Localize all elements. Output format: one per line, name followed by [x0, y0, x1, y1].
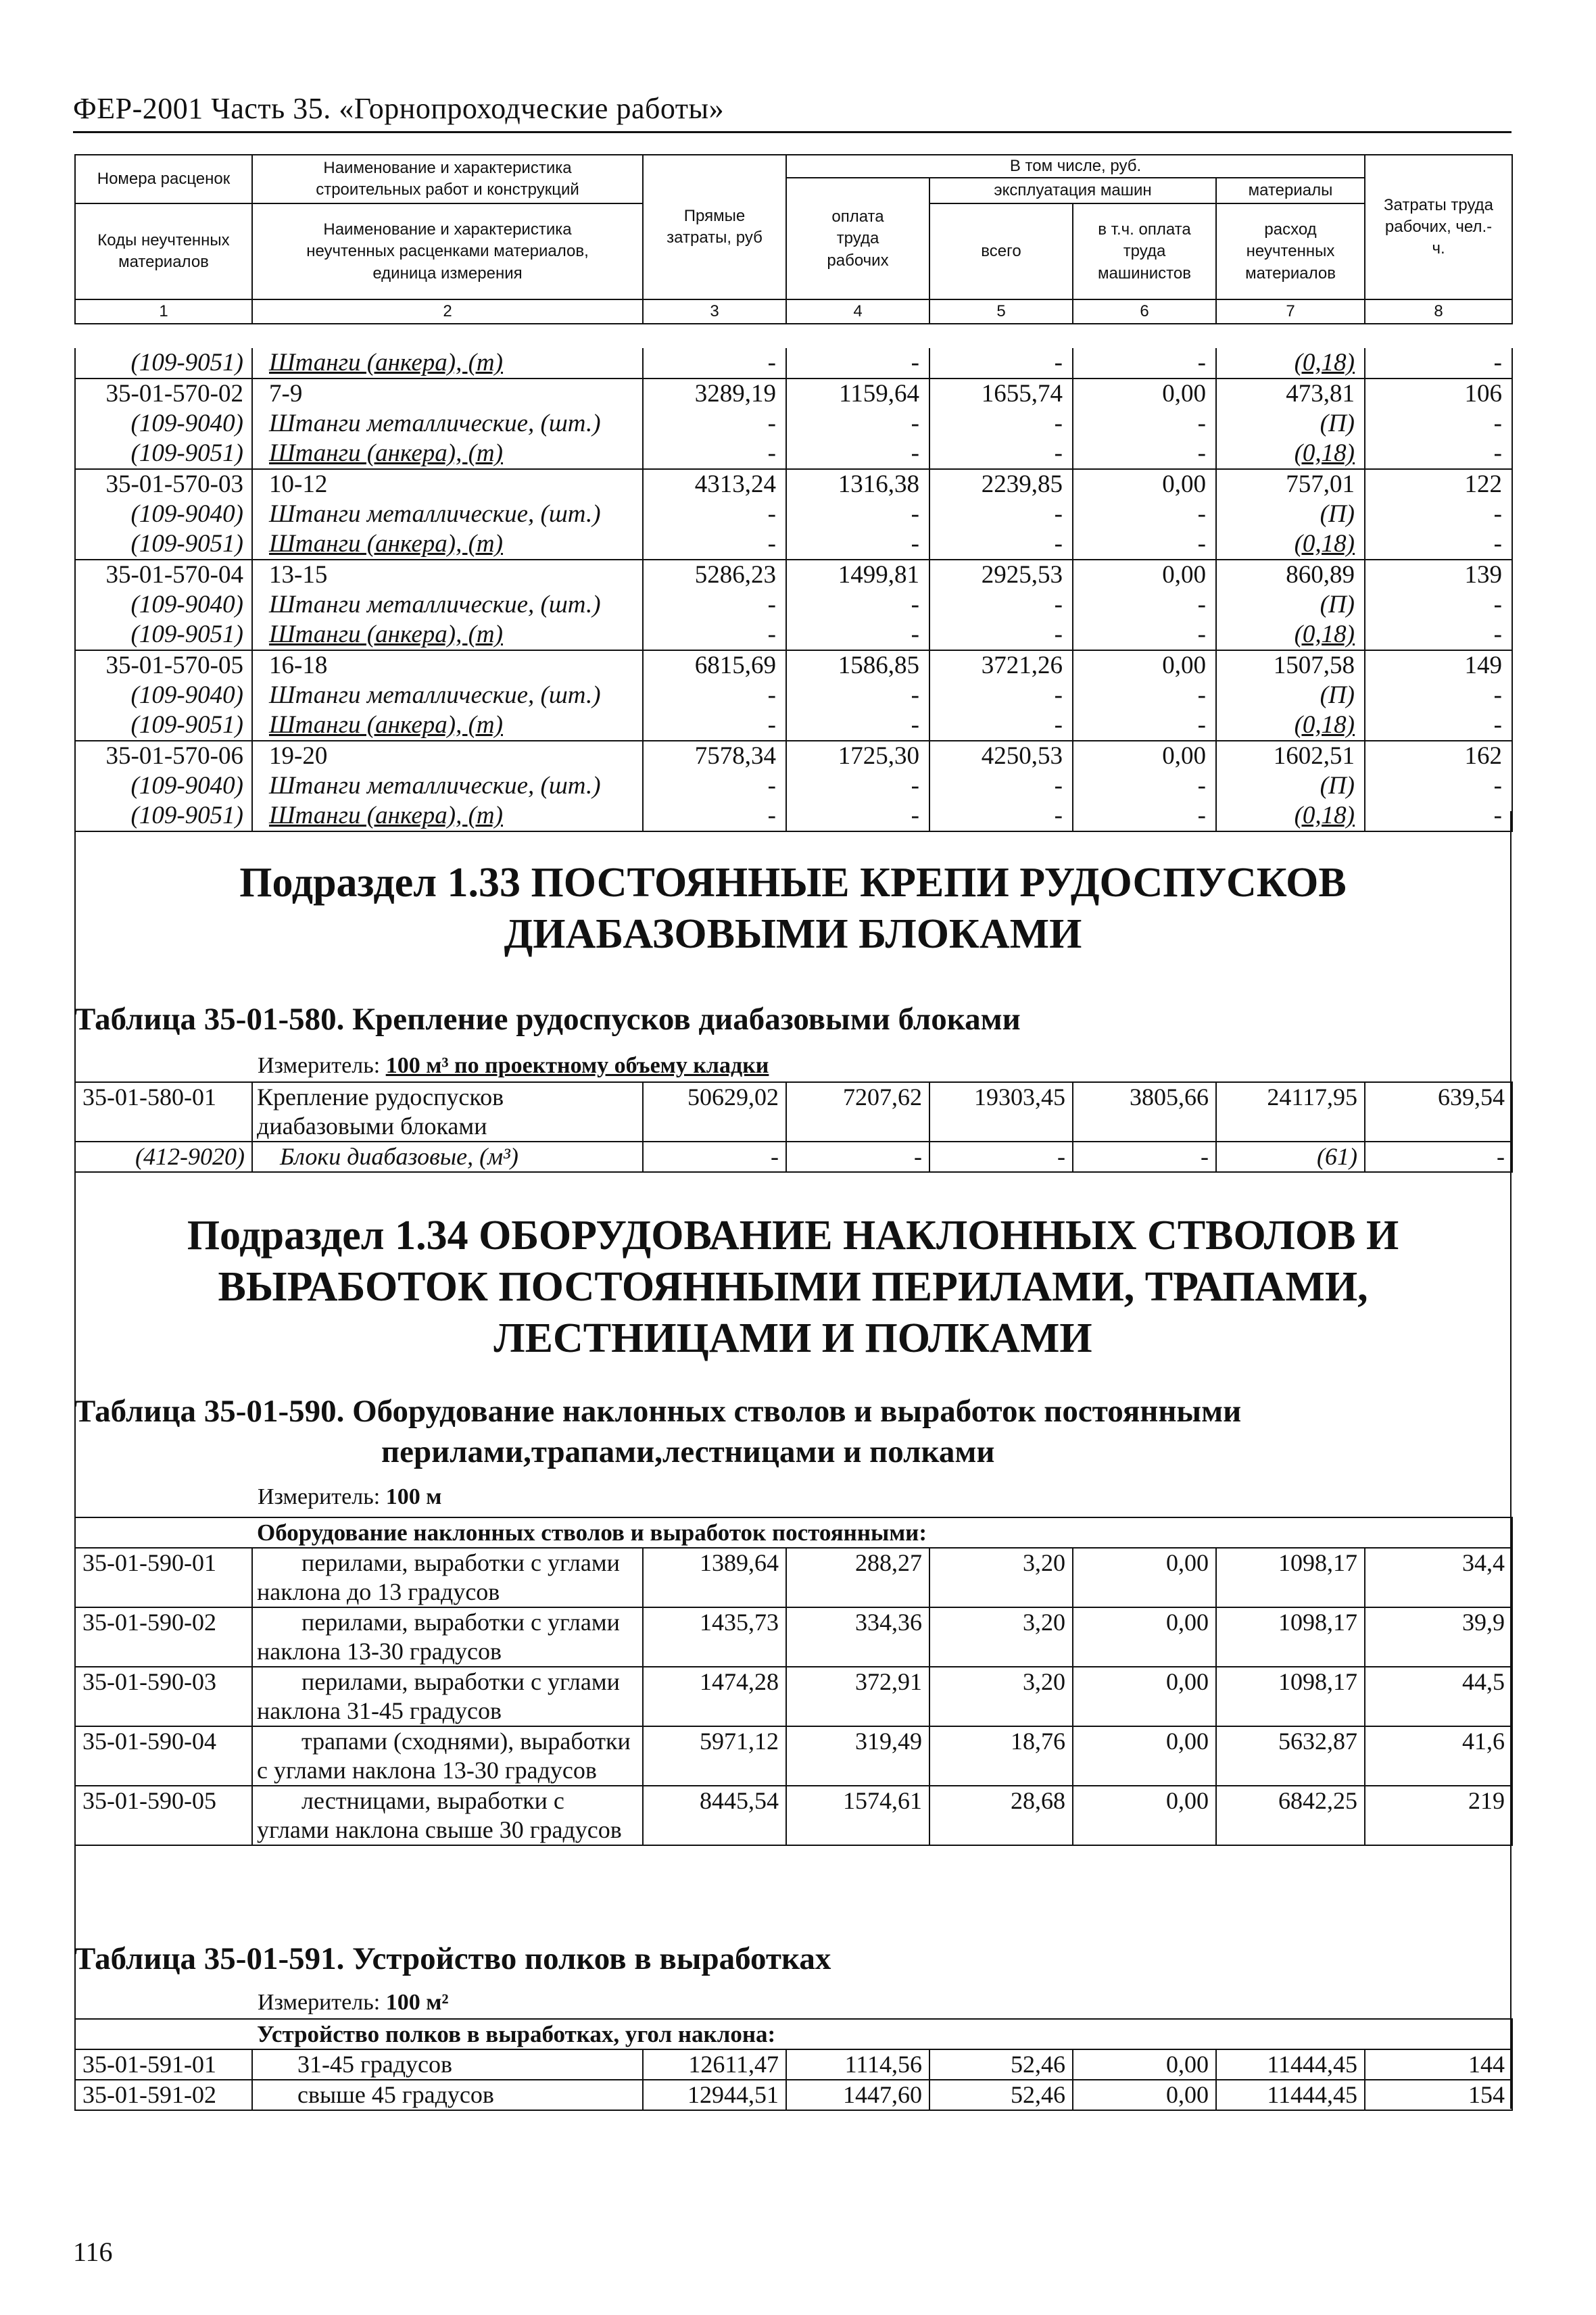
machines-total: - — [929, 771, 1073, 801]
materials-cost: (0,18) — [1216, 439, 1365, 469]
machines-total: - — [929, 801, 1073, 831]
worker-pay: 319,49 — [786, 1726, 929, 1786]
rates-table-590 — [74, 1517, 1513, 1846]
labor-hours: 122 — [1365, 469, 1512, 499]
hdr-num-6: 6 — [1073, 299, 1216, 324]
column-header-table — [74, 154, 1513, 324]
rate-code: (109-9051) — [75, 529, 252, 560]
machinist-pay: - — [1073, 499, 1216, 529]
worker-pay: 1725,30 — [786, 741, 929, 771]
worker-pay: 1499,81 — [786, 560, 929, 590]
table-title-580: Таблица 35-01-580. Крепление рудоспусков диабазовыми блоками — [74, 1002, 1021, 1037]
rate-row — [75, 650, 1512, 681]
worker-pay: 1114,56 — [786, 2049, 929, 2080]
machines-total: - — [929, 439, 1073, 469]
rate-code: 35-01-570-06 — [75, 741, 252, 771]
hdr-machine-operation: эксплуатация машин — [929, 178, 1216, 203]
materials-cost: 757,01 — [1216, 469, 1365, 499]
material-name: Блоки диабазовые, (м³) — [252, 1142, 643, 1172]
worker-pay: - — [786, 1142, 929, 1172]
labor-hours: - — [1365, 1142, 1512, 1172]
table-title-591: Таблица 35-01-591. Устройство полков в выработках — [74, 1941, 831, 1976]
rate-code: (109-9051) — [75, 348, 252, 379]
machinist-pay: - — [1073, 439, 1216, 469]
direct-costs: - — [643, 710, 786, 741]
materials-cost: (П) — [1216, 771, 1365, 801]
section-title-1-34: Подраздел 1.34 ОБОРУДОВАНИЕ НАКЛОННЫХ СТВОЛОВ И ВЫРАБОТОК ПОСТОЯННЫМИ ПЕРИЛАМИ, ТРАПАМИ, ЛЕСТНИЦАМИ И ПОЛКАМИ — [187, 1213, 1399, 1361]
section-title-1-33: Подраздел 1.33 ПОСТОЯННЫЕ КРЕПИ РУДОСПУСКОВ ДИАБАЗОВЫМИ БЛОКАМИ — [239, 860, 1347, 957]
worker-pay: - — [786, 681, 929, 710]
material-row — [75, 801, 1512, 831]
rate-code: (109-9040) — [75, 409, 252, 439]
machines-total: 18,76 — [929, 1726, 1073, 1786]
machinist-pay: - — [1073, 681, 1216, 710]
direct-costs: 1389,64 — [643, 1548, 786, 1607]
hdr-num-2: 2 — [252, 299, 643, 324]
hdr-material-name: Наименование и характеристика неучтенных расценками материалов, единица измерения — [252, 203, 643, 299]
machinist-pay: 0,00 — [1073, 379, 1216, 409]
materials-cost: (0,18) — [1216, 710, 1365, 741]
machinist-pay: - — [1073, 590, 1216, 620]
worker-pay: 1574,61 — [786, 1786, 929, 1845]
hdr-num-7: 7 — [1216, 299, 1365, 324]
rate-name: Штанги (анкера), (т) — [252, 439, 643, 469]
machinist-pay: - — [1073, 801, 1216, 831]
materials-cost: (0,18) — [1216, 529, 1365, 560]
measure-value: 100 м³ по проектному объему кладки — [385, 1053, 769, 1078]
labor-hours: 34,4 — [1365, 1548, 1512, 1607]
materials-cost: 860,89 — [1216, 560, 1365, 590]
worker-pay: 1159,64 — [786, 379, 929, 409]
rate-code: 35-01-570-04 — [75, 560, 252, 590]
direct-costs: - — [643, 620, 786, 650]
rate-code: (109-9040) — [75, 590, 252, 620]
materials-cost: (0,18) — [1216, 620, 1365, 650]
rate-code: (109-9040) — [75, 681, 252, 710]
rate-code: (109-9051) — [75, 801, 252, 831]
labor-hours: 639,54 — [1365, 1082, 1512, 1142]
table-row — [75, 1548, 1512, 1607]
labor-hours: - — [1365, 348, 1512, 379]
machines-total: - — [929, 710, 1073, 741]
labor-hours: - — [1365, 681, 1512, 710]
rate-code: 35-01-570-03 — [75, 469, 252, 499]
machinist-pay: - — [1073, 1142, 1216, 1172]
direct-costs: 6815,69 — [643, 650, 786, 681]
rate-name: 10-12 — [252, 469, 643, 499]
materials-cost: (61) — [1216, 1142, 1365, 1172]
labor-hours: 44,5 — [1365, 1667, 1512, 1726]
rate-code: (109-9051) — [75, 710, 252, 741]
direct-costs: 7578,34 — [643, 741, 786, 771]
hdr-machinist-pay: в т.ч. оплата труда машинистов — [1073, 203, 1216, 299]
direct-costs: 50629,02 — [643, 1082, 786, 1142]
rate-row — [75, 469, 1512, 499]
rate-code: 35-01-590-02 — [75, 1607, 252, 1667]
labor-hours: 149 — [1365, 650, 1512, 681]
direct-costs: 12611,47 — [643, 2049, 786, 2080]
direct-costs: - — [643, 590, 786, 620]
machines-total: - — [929, 1142, 1073, 1172]
table-row — [75, 1786, 1512, 1845]
rate-name: 19-20 — [252, 741, 643, 771]
machinist-pay: 3805,66 — [1073, 1082, 1216, 1142]
machinist-pay: 0,00 — [1073, 1548, 1216, 1607]
materials-cost: 1507,58 — [1216, 650, 1365, 681]
page-frame-right — [1510, 811, 1512, 2109]
labor-hours: 39,9 — [1365, 1607, 1512, 1667]
machinist-pay: 0,00 — [1073, 560, 1216, 590]
hdr-worker-pay: оплата труда рабочих — [786, 178, 929, 299]
labor-hours: - — [1365, 620, 1512, 650]
machinist-pay: - — [1073, 620, 1216, 650]
worker-pay: 1447,60 — [786, 2080, 929, 2110]
rate-name: Крепление рудоспусков диабазовыми блоками — [252, 1082, 643, 1142]
direct-costs: - — [643, 409, 786, 439]
materials-cost: 5632,87 — [1216, 1726, 1365, 1786]
direct-costs: - — [643, 439, 786, 469]
materials-cost: 1098,17 — [1216, 1667, 1365, 1726]
machinist-pay: 0,00 — [1073, 650, 1216, 681]
hdr-machines-total: всего — [929, 203, 1073, 299]
worker-pay: - — [786, 409, 929, 439]
rate-name: Штанги (анкера), (т) — [252, 348, 643, 379]
direct-costs: - — [643, 1142, 786, 1172]
worker-pay: - — [786, 348, 929, 379]
rate-name: 7-9 — [252, 379, 643, 409]
machinist-pay: 0,00 — [1073, 2049, 1216, 2080]
machinist-pay: 0,00 — [1073, 469, 1216, 499]
machines-total: - — [929, 681, 1073, 710]
materials-cost: 473,81 — [1216, 379, 1365, 409]
rate-name: трапами (сходнями), выработки с углами наклона 13-30 градусов — [252, 1726, 643, 1786]
machines-total: - — [929, 620, 1073, 650]
rate-code: 35-01-570-02 — [75, 379, 252, 409]
rate-code: (109-9040) — [75, 499, 252, 529]
worker-pay: 1586,85 — [786, 650, 929, 681]
labor-hours: 106 — [1365, 379, 1512, 409]
machinist-pay: - — [1073, 409, 1216, 439]
hdr-direct-costs: Прямые затраты, руб — [643, 155, 786, 299]
table-subheading-row — [75, 1517, 1512, 1548]
rate-row — [75, 560, 1512, 590]
labor-hours: - — [1365, 710, 1512, 741]
machines-total: - — [929, 529, 1073, 560]
hdr-num-4: 4 — [786, 299, 929, 324]
table-row — [75, 1726, 1512, 1786]
labor-hours: - — [1365, 590, 1512, 620]
labor-hours: - — [1365, 529, 1512, 560]
direct-costs: 5971,12 — [643, 1726, 786, 1786]
materials-cost: (0,18) — [1216, 348, 1365, 379]
worker-pay: - — [786, 771, 929, 801]
material-row — [75, 771, 1512, 801]
machines-total: - — [929, 409, 1073, 439]
rate-name: Штанги металлические, (шт.) — [252, 771, 643, 801]
rates-table-580 — [74, 1081, 1513, 1173]
machinist-pay: 0,00 — [1073, 741, 1216, 771]
table-title-590-line1: Таблица 35-01-590. Оборудование наклонных стволов и выработок постоянными — [74, 1394, 1242, 1429]
hdr-including: В том числе, руб. — [786, 155, 1365, 178]
direct-costs: 5286,23 — [643, 560, 786, 590]
materials-cost: 6842,25 — [1216, 1786, 1365, 1845]
rate-name: Штанги металлические, (шт.) — [252, 681, 643, 710]
machines-total: 3,20 — [929, 1667, 1073, 1726]
materials-cost: 11444,45 — [1216, 2080, 1365, 2110]
machinist-pay: - — [1073, 348, 1216, 379]
measure-591 — [258, 1990, 449, 2016]
measure-value: 100 м² — [385, 1990, 449, 2015]
rate-row — [75, 741, 1512, 771]
worker-pay: 7207,62 — [786, 1082, 929, 1142]
material-row — [75, 710, 1512, 741]
machines-total: 4250,53 — [929, 741, 1073, 771]
rate-name: 13-15 — [252, 560, 643, 590]
rate-code: 35-01-591-02 — [75, 2080, 252, 2110]
machinist-pay: - — [1073, 710, 1216, 741]
direct-costs: - — [643, 348, 786, 379]
machines-total: 3,20 — [929, 1548, 1073, 1607]
machines-total: 28,68 — [929, 1786, 1073, 1845]
machinist-pay: - — [1073, 529, 1216, 560]
worker-pay: 288,27 — [786, 1548, 929, 1607]
rate-code: 35-01-590-01 — [75, 1548, 252, 1607]
labor-hours: 154 — [1365, 2080, 1512, 2110]
direct-costs: - — [643, 529, 786, 560]
worker-pay: 334,36 — [786, 1607, 929, 1667]
rate-name: 31-45 градусов — [252, 2049, 643, 2080]
measure-580 — [258, 1053, 769, 1079]
rate-name: лестницами, выработки с углами наклона свыше 30 градусов — [252, 1786, 643, 1845]
hdr-material-consumption: расход неучтенных материалов — [1216, 203, 1365, 299]
table-row — [75, 2049, 1512, 2080]
direct-costs: 8445,54 — [643, 1786, 786, 1845]
worker-pay: - — [786, 710, 929, 741]
rate-code: (109-9051) — [75, 620, 252, 650]
material-code: (412-9020) — [75, 1142, 252, 1172]
direct-costs: 1435,73 — [643, 1607, 786, 1667]
material-row — [75, 409, 1512, 439]
rate-name: Штанги металлические, (шт.) — [252, 409, 643, 439]
page-number: 116 — [73, 2237, 113, 2267]
hdr-num-3: 3 — [643, 299, 786, 324]
worker-pay: - — [786, 590, 929, 620]
direct-costs: - — [643, 499, 786, 529]
machinist-pay: 0,00 — [1073, 1786, 1216, 1845]
rate-name: 16-18 — [252, 650, 643, 681]
hdr-rate-numbers: Номера расценок — [75, 155, 252, 203]
labor-hours: - — [1365, 499, 1512, 529]
hdr-num-1: 1 — [75, 299, 252, 324]
material-row — [75, 348, 1512, 379]
labor-hours: 162 — [1365, 741, 1512, 771]
material-row — [75, 529, 1512, 560]
table-title-590-line2: перилами,трапами,лестницами и полками — [381, 1434, 995, 1469]
material-row — [75, 681, 1512, 710]
materials-cost: (П) — [1216, 499, 1365, 529]
machinist-pay: 0,00 — [1073, 1607, 1216, 1667]
machinist-pay: 0,00 — [1073, 1726, 1216, 1786]
labor-hours: - — [1365, 439, 1512, 469]
direct-costs: 4313,24 — [643, 469, 786, 499]
machines-total: 1655,74 — [929, 379, 1073, 409]
labor-hours: 41,6 — [1365, 1726, 1512, 1786]
rate-code: (109-9051) — [75, 439, 252, 469]
materials-cost: (П) — [1216, 590, 1365, 620]
hdr-unaccounted-codes: Коды неучтенных материалов — [75, 203, 252, 299]
direct-costs: - — [643, 801, 786, 831]
rate-code: 35-01-590-04 — [75, 1726, 252, 1786]
rate-row — [75, 379, 1512, 409]
machines-total: - — [929, 348, 1073, 379]
labor-hours: 144 — [1365, 2049, 1512, 2080]
direct-costs: - — [643, 681, 786, 710]
materials-cost: 1602,51 — [1216, 741, 1365, 771]
rate-code: (109-9040) — [75, 771, 252, 801]
worker-pay: 372,91 — [786, 1667, 929, 1726]
machines-total: 2925,53 — [929, 560, 1073, 590]
rate-name: Штанги металлические, (шт.) — [252, 590, 643, 620]
worker-pay: - — [786, 499, 929, 529]
direct-costs: 12944,51 — [643, 2080, 786, 2110]
materials-cost: (П) — [1216, 681, 1365, 710]
materials-cost: 1098,17 — [1216, 1548, 1365, 1607]
table-subheading-row — [75, 2019, 1512, 2049]
labor-hours: 219 — [1365, 1786, 1512, 1845]
measure-label: Измеритель: — [258, 1990, 386, 2015]
machines-total: 2239,85 — [929, 469, 1073, 499]
measure-label: Измеритель: — [258, 1484, 386, 1509]
material-row — [75, 439, 1512, 469]
hdr-num-5: 5 — [929, 299, 1073, 324]
table-row — [75, 1082, 1512, 1142]
table-row — [75, 1142, 1512, 1172]
worker-pay: 1316,38 — [786, 469, 929, 499]
machinist-pay: 0,00 — [1073, 1667, 1216, 1726]
materials-cost: (П) — [1216, 409, 1365, 439]
header-rule — [73, 131, 1512, 133]
hdr-num-8: 8 — [1365, 299, 1512, 324]
rate-name: Штанги (анкера), (т) — [252, 801, 643, 831]
rates-table-570-continued — [74, 348, 1513, 832]
material-row — [75, 620, 1512, 650]
machines-total: 52,46 — [929, 2080, 1073, 2110]
hdr-labor-hours: Затраты труда рабочих, чел.-ч. — [1365, 155, 1512, 299]
table-row — [75, 1667, 1512, 1726]
table-row — [75, 2080, 1512, 2110]
materials-cost: 24117,95 — [1216, 1082, 1365, 1142]
measure-590 — [258, 1484, 441, 1510]
rate-name: свыше 45 градусов — [252, 2080, 643, 2110]
material-row — [75, 499, 1512, 529]
rate-code: 35-01-580-01 — [75, 1082, 252, 1142]
rate-name: перилами, выработки с углами наклона до 13 градусов — [252, 1548, 643, 1607]
rate-code: 35-01-570-05 — [75, 650, 252, 681]
machines-total: 52,46 — [929, 2049, 1073, 2080]
hdr-materials: материалы — [1216, 178, 1365, 203]
labor-hours: - — [1365, 409, 1512, 439]
machines-total: 3721,26 — [929, 650, 1073, 681]
direct-costs: 3289,19 — [643, 379, 786, 409]
subheading: Устройство полков в выработках, угол наклона: — [75, 2019, 1512, 2049]
machines-total: - — [929, 499, 1073, 529]
materials-cost: 1098,17 — [1216, 1607, 1365, 1667]
measure-label: Измеритель: — [258, 1053, 386, 1078]
worker-pay: - — [786, 620, 929, 650]
materials-cost: 11444,45 — [1216, 2049, 1365, 2080]
running-header: ФЕР-2001 Часть 35. «Горнопроходческие работы» — [73, 92, 725, 125]
worker-pay: - — [786, 801, 929, 831]
rate-name: перилами, выработки с углами наклона 13-30 градусов — [252, 1607, 643, 1667]
materials-cost: (0,18) — [1216, 801, 1365, 831]
labor-hours: 139 — [1365, 560, 1512, 590]
rate-code: 35-01-591-01 — [75, 2049, 252, 2080]
worker-pay: - — [786, 439, 929, 469]
labor-hours: - — [1365, 771, 1512, 801]
rate-name: Штанги (анкера), (т) — [252, 529, 643, 560]
machinist-pay: 0,00 — [1073, 2080, 1216, 2110]
measure-value: 100 м — [385, 1484, 442, 1509]
machinist-pay: - — [1073, 771, 1216, 801]
worker-pay: - — [786, 529, 929, 560]
subheading: Оборудование наклонных стволов и выработок постоянными: — [75, 1517, 1512, 1548]
rate-name: Штанги металлические, (шт.) — [252, 499, 643, 529]
machines-total: 3,20 — [929, 1607, 1073, 1667]
rate-name: Штанги (анкера), (т) — [252, 620, 643, 650]
rate-code: 35-01-590-05 — [75, 1786, 252, 1845]
rate-name: Штанги (анкера), (т) — [252, 710, 643, 741]
material-row — [75, 590, 1512, 620]
machines-total: - — [929, 590, 1073, 620]
hdr-work-name: Наименование и характеристика строительных работ и конструкций — [252, 155, 643, 203]
rates-table-591 — [74, 2018, 1513, 2111]
rate-code: 35-01-590-03 — [75, 1667, 252, 1726]
machines-total: 19303,45 — [929, 1082, 1073, 1142]
labor-hours: - — [1365, 801, 1512, 831]
direct-costs: - — [643, 771, 786, 801]
rate-name: перилами, выработки с углами наклона 31-45 градусов — [252, 1667, 643, 1726]
direct-costs: 1474,28 — [643, 1667, 786, 1726]
table-row — [75, 1607, 1512, 1667]
